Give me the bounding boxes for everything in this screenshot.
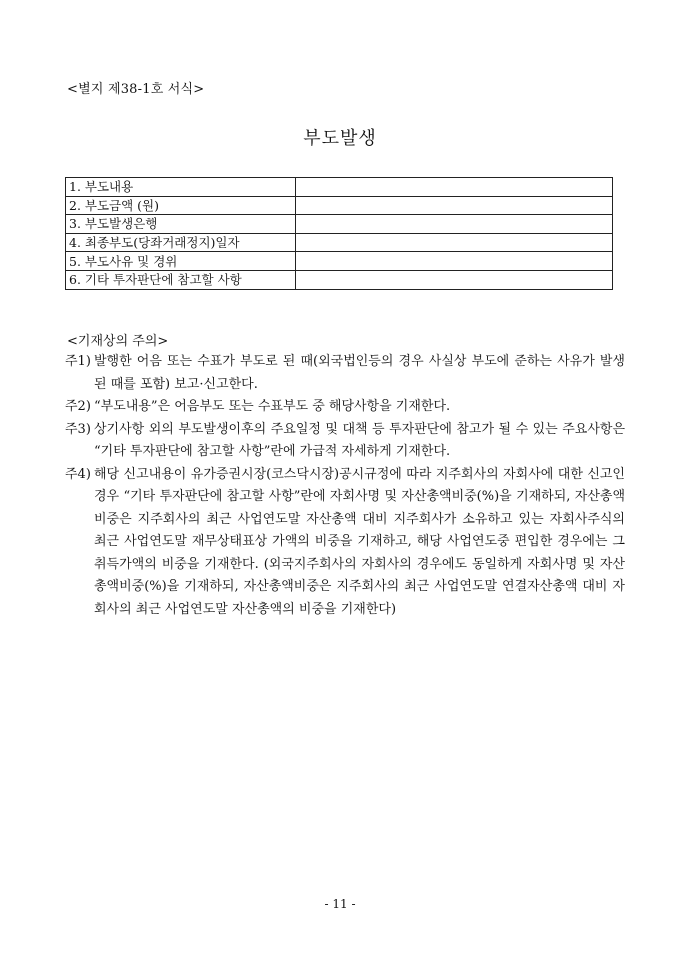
table-row <box>66 215 613 234</box>
note-number: 주4) <box>65 466 91 482</box>
row-value <box>296 270 613 289</box>
note-number: 주2) <box>65 399 91 414</box>
form-label: <별지 제38-1호 서식> <box>67 82 205 97</box>
row-value <box>296 196 613 215</box>
row-value <box>296 178 613 197</box>
document-title: 부도발생 <box>303 128 377 149</box>
note-item <box>65 464 625 622</box>
table-row <box>66 178 613 197</box>
note-item <box>65 351 625 396</box>
note-text: 해당 신고내용이 유가증권시장(코스닥시장)공시규정에 따라 지주회사의 자회사에 대한 신고인 경우 “기타 투자판단에 참고할 사항”란에 자회사명 및 자산총액비중(%)을 기재하되, 자산총액비중은 지주회사의 최근 사업연도말 자산총액 대비 지주회사가 소유하고 있는 자회사주식의 최근 사업연도말 재무상태표상 가액의 비중을 기재하고, 해당 사업연도중 편입한 경우에는 그 취득가액의 비중을 기재한다. (외국지주회사의 자회사의 경우에도 동일하게 자회사명 및 자산총액비중(%)을 기재하되, 자산총액비중은 지주회사의 최근 사업연도말 연결자산총액 대비 자회사의 최근 사업연도말 자산총액의 비중을 기재한다) <box>94 466 625 617</box>
row-value <box>296 233 613 252</box>
note-text: 상기사항 외의 부도발생이후의 주요일정 및 대책 등 투자판단에 참고가 될 수 있는 주요사항은 “기타 투자판단에 참고할 사항”란에 가급적 자세하게 기재한다. <box>94 421 625 459</box>
row-label: 2. 부도금액 (원) <box>66 196 296 215</box>
row-value <box>296 252 613 271</box>
report-table <box>65 177 613 290</box>
table-row <box>66 233 613 252</box>
notes-list <box>65 351 625 621</box>
table-row <box>66 252 613 271</box>
note-number: 주3) <box>65 421 91 437</box>
note-item <box>65 419 625 464</box>
page-number: - 11 - <box>324 897 356 911</box>
note-number: 주1) <box>65 354 91 369</box>
row-label: 3. 부도발생은행 <box>66 215 296 234</box>
notes-heading: <기재상의 주의> <box>67 334 169 349</box>
table-row <box>66 270 613 289</box>
note-text: “부도내용”은 어음부도 또는 수표부도 중 해당사항을 기재한다. <box>94 399 451 414</box>
row-label: 4. 최종부도(당좌거래정지)일자 <box>66 233 296 252</box>
note-text: 발행한 어음 또는 수표가 부도로 된 때(외국법인등의 경우 사실상 부도에 준하는 사유가 발생된 때를 포함) 보고·신고한다. <box>94 354 625 392</box>
row-value <box>296 215 613 234</box>
note-item <box>65 396 625 419</box>
table-row <box>66 196 613 215</box>
row-label: 1. 부도내용 <box>66 178 296 197</box>
row-label: 5. 부도사유 및 경위 <box>66 252 296 271</box>
row-label: 6. 기타 투자판단에 참고할 사항 <box>66 270 296 289</box>
